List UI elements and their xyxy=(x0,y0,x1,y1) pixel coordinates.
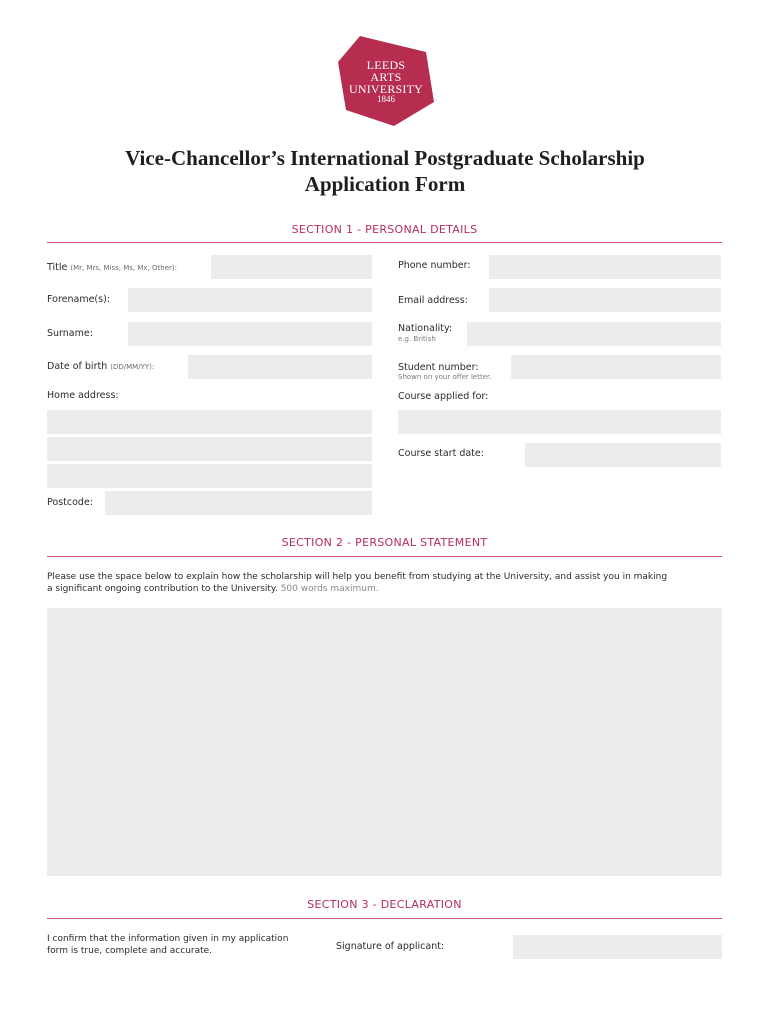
phone-input[interactable] xyxy=(489,255,721,279)
title-label: Title (Mr, Mrs, Miss, Ms, Mx, Other): xyxy=(47,262,177,273)
university-logo xyxy=(334,32,438,128)
home-address-label: Home address: xyxy=(47,390,119,401)
course-label: Course applied for: xyxy=(398,391,489,402)
logo-year: 1846 xyxy=(377,94,395,104)
student-number-hint: Shown on your offer letter. xyxy=(398,373,492,381)
declaration-text xyxy=(47,933,317,957)
section-2-divider xyxy=(47,556,722,557)
section-2-heading: SECTION 2 - PERSONAL STATEMENT xyxy=(281,536,488,549)
title-input[interactable] xyxy=(211,255,372,279)
nationality-label: Nationality: xyxy=(398,323,453,334)
form-title-line-1: Vice-Chancellor’s International Postgraduate Scholarship xyxy=(125,146,645,170)
home-address-line-1-input[interactable] xyxy=(47,410,372,434)
email-label: Email address: xyxy=(398,295,468,306)
declaration-line-1: I confirm that the information given in my application xyxy=(47,934,289,944)
forename-label: Forename(s): xyxy=(47,294,110,305)
nationality-hint: e.g. British xyxy=(398,335,436,343)
personal-statement-textarea[interactable] xyxy=(47,608,722,876)
home-address-line-3-input[interactable] xyxy=(47,464,372,488)
email-input[interactable] xyxy=(489,288,721,312)
postcode-label: Postcode: xyxy=(47,497,93,508)
signature-input[interactable] xyxy=(513,935,722,959)
dob-input[interactable] xyxy=(188,355,372,379)
home-address-line-2-input[interactable] xyxy=(47,437,372,461)
section-3-divider xyxy=(47,918,722,919)
logo-line-1: LEEDS xyxy=(366,58,406,72)
student-number-label: Student number: xyxy=(398,362,479,373)
section-1-heading: SECTION 1 - PERSONAL DETAILS xyxy=(291,223,478,236)
dob-label: Date of birth (DD/MM/YY): xyxy=(47,361,155,372)
student-number-input[interactable] xyxy=(511,355,721,379)
form-title-line-2: Application Form xyxy=(304,172,466,196)
statement-instructions-line-2: a significant ongoing contribution to the University. 500 words maximum. xyxy=(47,584,379,594)
word-limit-note: 500 words maximum. xyxy=(280,584,379,594)
course-start-input[interactable] xyxy=(525,443,721,467)
postcode-input[interactable] xyxy=(105,491,372,515)
nationality-input[interactable] xyxy=(467,322,721,346)
course-start-label: Course start date: xyxy=(398,448,484,459)
form-title xyxy=(40,145,730,197)
statement-instructions xyxy=(47,571,727,595)
logo-line-3: UNIVERSITY xyxy=(349,82,423,96)
forename-input[interactable] xyxy=(128,288,372,312)
section-3-heading: SECTION 3 - DECLARATION xyxy=(307,898,462,911)
statement-instructions-line-1: Please use the space below to explain how the scholarship will help you benefit from studying at the University, and assist you in making xyxy=(47,572,668,582)
declaration-line-2: form is true, complete and accurate. xyxy=(47,946,213,956)
phone-label: Phone number: xyxy=(398,260,471,271)
logo-line-2: ARTS xyxy=(370,70,402,84)
dob-hint: (DD/MM/YY): xyxy=(110,363,155,371)
signature-label: Signature of applicant: xyxy=(336,941,445,952)
title-hint: (Mr, Mrs, Miss, Ms, Mx, Other): xyxy=(70,264,177,272)
section-1-divider xyxy=(47,242,722,243)
surname-label: Surname: xyxy=(47,328,93,339)
course-input[interactable] xyxy=(398,410,721,434)
surname-input[interactable] xyxy=(128,322,372,346)
